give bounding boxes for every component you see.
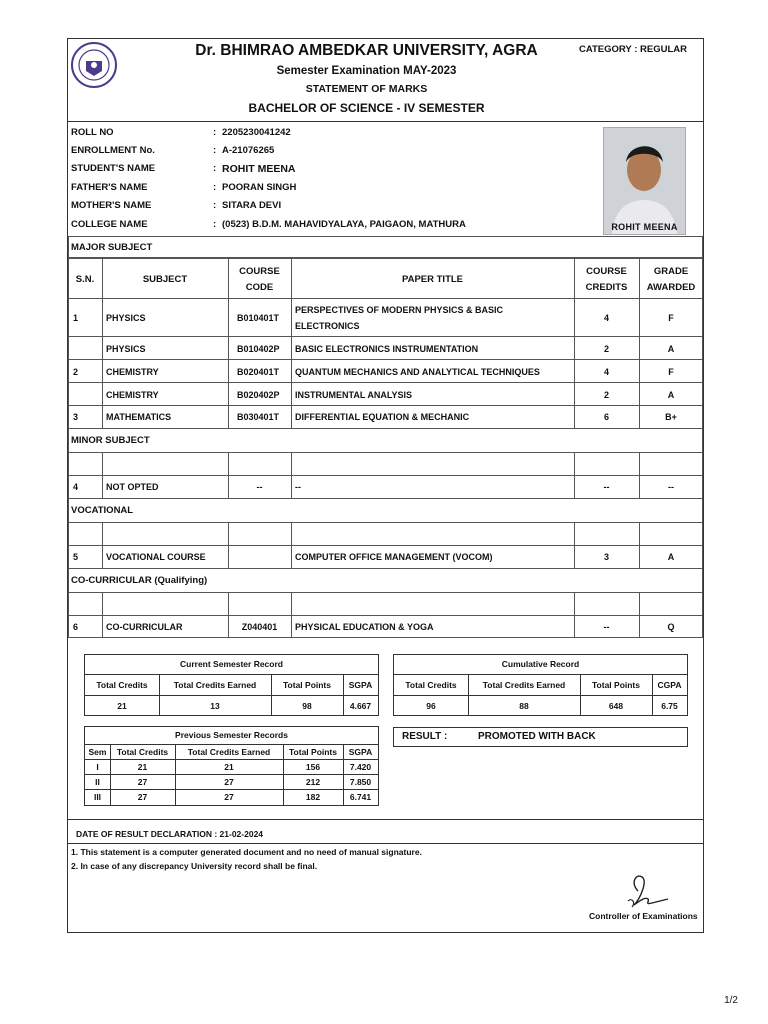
cumulative-credits: 96	[426, 701, 436, 711]
minor-subject: NOT OPTED	[106, 482, 159, 492]
colon: :	[213, 182, 217, 193]
major-row-credits: 2	[603, 344, 609, 354]
row-line	[68, 428, 703, 429]
row-line	[68, 382, 703, 383]
row-line	[394, 674, 687, 675]
th-credits-1: COURSE	[586, 266, 627, 277]
major-row-code: B020401T	[237, 367, 280, 377]
major-heading-box	[68, 236, 703, 258]
major-row-title: DIFFERENTIAL EQUATION & MECHANIC	[295, 412, 470, 422]
col-line	[102, 452, 103, 498]
row-line	[68, 359, 703, 360]
prev-sem: I	[96, 762, 99, 772]
enroll-label: ENROLLMENT No.	[71, 145, 155, 156]
major-row-credits: 4	[603, 367, 609, 377]
cumulative-earned: 88	[519, 701, 529, 711]
row-line	[68, 498, 703, 499]
minor-title: --	[295, 482, 301, 492]
previous-title: Previous Semester Records	[175, 730, 288, 740]
major-row-title: PERSPECTIVES OF MODERN PHYSICS & BASIC	[295, 305, 504, 315]
divider	[68, 843, 703, 844]
row-line	[68, 475, 703, 476]
colon: :	[213, 219, 217, 230]
cumulative-h-points: Total Points	[591, 680, 640, 690]
name-label: STUDENT'S NAME	[71, 163, 156, 174]
major-row-grade: F	[668, 313, 674, 323]
student-portrait-icon	[604, 128, 685, 234]
major-row-grade: A	[667, 390, 675, 400]
col-line	[228, 522, 229, 568]
roll-label: ROLL NO	[71, 127, 114, 138]
cocurricular-code: Z040401	[241, 622, 278, 632]
minor-credits: --	[603, 482, 610, 492]
prev-points: 212	[305, 777, 321, 787]
prev-h-points: Total Points	[288, 747, 337, 757]
colon: :	[213, 145, 217, 156]
row-line	[68, 592, 703, 593]
note-2: 2. In case of any discrepancy University record shall be final.	[71, 861, 318, 871]
prev-credits: 27	[137, 777, 148, 787]
current-h-earned: Total Credits Earned	[173, 680, 257, 690]
vocational-title: COMPUTER OFFICE MANAGEMENT (VOCOM)	[295, 552, 493, 562]
current-sgpa: 4.667	[349, 701, 372, 711]
major-row-code: B010402P	[237, 344, 280, 354]
row-line	[68, 336, 703, 337]
cocurricular-subject: CO-CURRICULAR	[106, 622, 183, 632]
student-name: ROHIT MEENA	[222, 163, 296, 175]
photo-caption: ROHIT MEENA	[611, 222, 678, 232]
signature-icon	[624, 869, 674, 914]
divider	[68, 819, 703, 820]
prev-earned: 27	[224, 792, 234, 802]
cocurricular-title: PHYSICAL EDUCATION & YOGA	[295, 622, 434, 632]
major-row-sn: 3	[73, 412, 79, 422]
current-points: 98	[302, 701, 312, 711]
minor-grade: --	[668, 482, 674, 492]
cumulative-h-earned: Total Credits Earned	[482, 680, 566, 690]
note-1: 1. This statement is a computer generated document and no need of manual signature.	[71, 847, 422, 857]
student-photo	[603, 127, 686, 235]
prev-points: 182	[305, 792, 321, 802]
cumulative-title: Cumulative Record	[501, 659, 580, 669]
col-line	[102, 522, 103, 568]
row-line	[68, 405, 703, 406]
minor-sn: 4	[73, 482, 79, 492]
major-row-subject: PHYSICS	[106, 313, 146, 323]
row-line	[68, 298, 703, 299]
cumulative-table	[393, 654, 688, 716]
result-value: PROMOTED WITH BACK	[478, 731, 596, 742]
col-line	[291, 592, 292, 638]
major-row-code: B010401T	[237, 313, 280, 323]
prev-sgpa: 7.850	[349, 777, 372, 787]
marksheet	[67, 38, 704, 933]
result-box	[393, 727, 688, 747]
major-row-title: INSTRUMENTAL ANALYSIS	[295, 390, 413, 400]
prev-h-sgpa: SGPA	[348, 747, 373, 757]
th-title: PAPER TITLE	[401, 274, 464, 285]
mother-name: SITARA DEVI	[222, 200, 282, 211]
th-subject: SUBJECT	[142, 274, 188, 285]
major-row-credits: 4	[603, 313, 609, 323]
vocational-sn: 5	[73, 552, 79, 562]
major-row-title-2: ELECTRONICS	[295, 321, 360, 331]
prev-sem: III	[93, 792, 102, 802]
father-label: FATHER'S NAME	[71, 182, 148, 193]
major-row-subject: PHYSICS	[106, 344, 146, 354]
cocurricular-grade: Q	[667, 622, 675, 632]
vocational-credits: 3	[603, 552, 609, 562]
signatory: Controller of Examinations	[589, 911, 698, 921]
course-name: BACHELOR OF SCIENCE - IV SEMESTER	[248, 101, 485, 115]
major-row-code: B030401T	[237, 412, 280, 422]
row-line	[85, 744, 378, 745]
col-line	[291, 522, 292, 568]
mother-label: MOTHER'S NAME	[71, 200, 152, 211]
statement-title: STATEMENT OF MARKS	[305, 83, 428, 95]
major-row-sn: 2	[73, 367, 79, 377]
major-row-subject: CHEMISTRY	[106, 367, 159, 377]
exam-name: Semester Examination MAY-2023	[276, 65, 457, 77]
th-grade-1: GRADE	[653, 266, 689, 277]
result-label: RESULT :	[402, 731, 448, 742]
major-row-grade: B+	[665, 412, 677, 422]
declaration-date: DATE OF RESULT DECLARATION : 21-02-2024	[76, 829, 264, 839]
major-row-title: QUANTUM MECHANICS AND ANALYTICAL TECHNIQUES	[295, 367, 540, 377]
major-row-grade: F	[668, 367, 674, 377]
th-code-2: CODE	[245, 282, 274, 293]
father-name: POORAN SINGH	[222, 182, 297, 193]
prev-sgpa: 7.420	[349, 762, 372, 772]
minor-code: --	[256, 482, 263, 492]
college-label: COLLEGE NAME	[71, 219, 148, 230]
vocational-grade: A	[667, 552, 675, 562]
current-semester-table	[84, 654, 379, 716]
th-code-1: COURSE	[239, 266, 280, 277]
previous-semester-table	[84, 726, 379, 806]
th-sn: S.N.	[75, 274, 95, 285]
row-line	[394, 695, 687, 696]
row-line	[85, 674, 378, 675]
th-credits-2: CREDITS	[585, 282, 628, 293]
prev-points: 156	[305, 762, 321, 772]
prev-h-earned: Total Credits Earned	[187, 747, 271, 757]
prev-credits: 27	[137, 792, 148, 802]
row-line	[68, 615, 703, 616]
major-row-subject: MATHEMATICS	[106, 412, 172, 422]
prev-earned: 21	[224, 762, 234, 772]
row-line	[68, 452, 703, 453]
colon: :	[213, 163, 217, 174]
cocurricular-sn: 6	[73, 622, 79, 632]
prev-sem: II	[95, 777, 100, 787]
cumulative-h-credits: Total Credits	[405, 680, 457, 690]
minor-heading: MINOR SUBJECT	[71, 435, 150, 446]
cumulative-h-cgpa: CGPA	[657, 680, 682, 690]
roll-value: 2205230041242	[222, 127, 291, 138]
cocurricular-heading: CO-CURRICULAR (Qualifying)	[71, 575, 208, 586]
major-row-subject: CHEMISTRY	[106, 390, 159, 400]
prev-h-credits: Total Credits	[116, 747, 169, 757]
cumulative-cgpa: 6.75	[661, 701, 678, 711]
row-line	[85, 789, 378, 790]
current-h-credits: Total Credits	[96, 680, 148, 690]
major-row-code: B020402P	[237, 390, 280, 400]
current-title: Current Semester Record	[180, 659, 283, 669]
major-row-title: BASIC ELECTRONICS INSTRUMENTATION	[295, 344, 479, 354]
prev-h-sem: Sem	[88, 747, 107, 757]
major-row-sn: 1	[73, 313, 79, 323]
row-line	[68, 522, 703, 523]
major-heading: MAJOR SUBJECT	[71, 242, 153, 253]
page-number: 1/2	[724, 995, 738, 1006]
colon: :	[213, 127, 217, 138]
cocurricular-credits: --	[603, 622, 610, 632]
vocational-subject: VOCATIONAL COURSE	[106, 552, 206, 562]
colon: :	[213, 200, 217, 211]
vocational-heading: VOCATIONAL	[71, 505, 134, 516]
current-h-sgpa: SGPA	[348, 680, 373, 690]
college-name: (0523) B.D.M. MAHAVIDYALAYA, PAIGAON, MATHURA	[222, 219, 466, 230]
major-row-credits: 2	[603, 390, 609, 400]
prev-credits: 21	[137, 762, 148, 772]
current-h-points: Total Points	[282, 680, 331, 690]
divider	[68, 121, 703, 122]
prev-sgpa: 6.741	[349, 792, 372, 802]
major-row-grade: A	[667, 344, 675, 354]
enroll-value: A-21076265	[222, 145, 275, 156]
cumulative-points: 648	[608, 701, 624, 711]
row-line	[85, 759, 378, 760]
row-line	[85, 695, 378, 696]
current-earned: 13	[210, 701, 220, 711]
row-line	[85, 774, 378, 775]
row-line	[68, 545, 703, 546]
university-name: Dr. BHIMRAO AMBEDKAR UNIVERSITY, AGRA	[195, 42, 538, 59]
row-line	[68, 568, 703, 569]
category-label: CATEGORY : REGULAR	[578, 44, 687, 55]
col-line	[291, 452, 292, 498]
current-credits: 21	[117, 701, 127, 711]
th-grade-2: AWARDED	[646, 282, 696, 293]
major-row-credits: 6	[603, 412, 609, 422]
col-line	[102, 592, 103, 638]
prev-earned: 27	[224, 777, 234, 787]
